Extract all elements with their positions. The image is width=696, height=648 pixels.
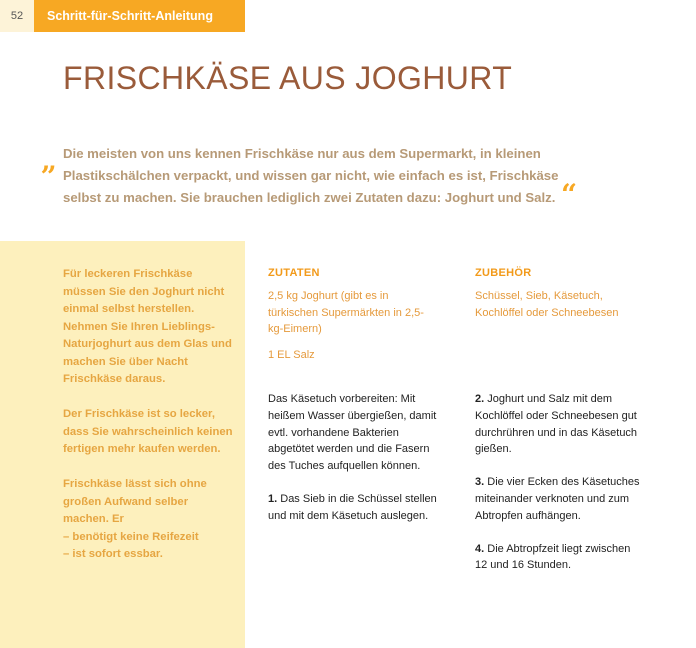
- ingredients-heading: ZUTATEN: [268, 267, 320, 279]
- intro-quote: Die meisten von uns kennen Frischkäse nur aus dem Supermarkt, in kleinen Plastikschälchen verpackt, und wissen gar nicht, wie einfach es ist, Frischkäse selbst zu machen. Sie brauchen lediglich zwei Zutaten dazu: Joghurt und Salz.: [63, 146, 559, 205]
- ingredient-item: 1 EL Salz: [268, 348, 315, 361]
- step-text: Das Sieb in die Schüssel stellen und mit dem Käsetuch auslegen.: [268, 492, 437, 522]
- step-3: [475, 474, 640, 524]
- step-number: 2.: [475, 393, 485, 405]
- step-number: 1.: [268, 492, 278, 505]
- step-2: [475, 391, 640, 458]
- equipment-text: Schüssel, Sieb, Käsetuch, Kochlöffel oder Schneebesen: [475, 290, 619, 319]
- sidebar-text: [63, 266, 233, 564]
- sidebar-paragraph: Der Frischkäse ist so lecker, dass Sie wahrscheinlich keinen fertigen mehr kaufen werden.: [63, 408, 233, 455]
- steps-right-column: [475, 391, 640, 590]
- section-header-tab: Schritt-für-Schritt-Anleitung: [34, 0, 245, 32]
- page-number: 52: [0, 0, 34, 32]
- step-number: 3.: [475, 476, 485, 489]
- ingredient-item: 2,5 kg Joghurt (gibt es in türkischen Supermärkten in 2,5-kg-Eimern): [268, 290, 424, 335]
- steps-left-column: [268, 391, 440, 541]
- ingredients-list: [268, 288, 438, 372]
- step-text: Die Abtropfzeit liegt zwischen 12 und 16 Stunden.: [475, 542, 631, 572]
- step-text: Joghurt und Salz mit dem Kochlöffel oder Schneebesen gut durchrühren und in das Käsetuch gießen.: [475, 393, 638, 456]
- step-1: [268, 491, 440, 525]
- sidebar-list-item: – ist sofort essbar.: [63, 548, 163, 560]
- page-title: FRISCHKÄSE AUS JOGHURT: [63, 60, 513, 96]
- sidebar-paragraph: Frischkäse lässt sich ohne großen Aufwand selber machen. Er: [63, 478, 207, 525]
- prep-instruction: Das Käsetuch vorbereiten: Mit heißem Wasser übergießen, damit evtl. vorhandene Bakterien abgetötet werden und die Fasern des Tuches aufquellen können.: [268, 393, 437, 473]
- quote-close-mark: “: [561, 178, 578, 211]
- step-text: Die vier Ecken des Käsetuches miteinander verknoten und zum Abtropfen aufhängen.: [475, 476, 640, 522]
- equipment-heading: ZUBEHÖR: [475, 267, 532, 279]
- step-4: [475, 541, 640, 575]
- quote-open-mark: „: [41, 144, 58, 177]
- sidebar-list-item: – benötigt keine Reifezeit: [63, 530, 199, 543]
- step-number: 4.: [475, 542, 485, 555]
- sidebar-paragraph: Für leckeren Frischkäse müssen Sie den Joghurt nicht einmal selbst herstellen. Nehmen Sie Ihren Lieblings-Naturjoghurt aus dem Glas und machen Sie über Nacht Frischkäse daraus.: [63, 268, 232, 385]
- equipment-list: [475, 288, 640, 330]
